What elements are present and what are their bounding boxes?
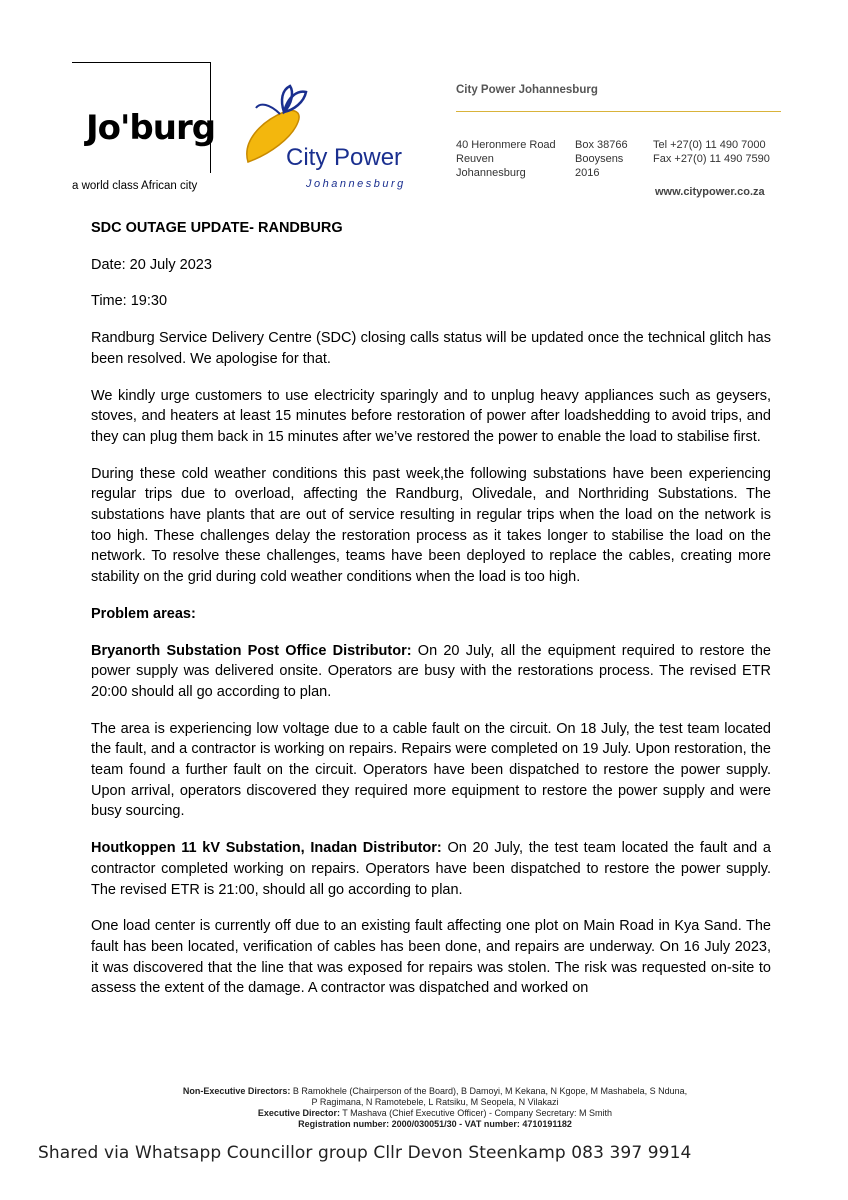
bryanorth-label: Bryanorth Substation Post Office Distributor: xyxy=(91,642,412,659)
problem-areas-label: Problem areas: xyxy=(91,605,196,622)
postal-line: Booysens xyxy=(575,153,624,165)
joburg-tagline: a world class African city xyxy=(72,180,198,192)
city-power-logo-subtext: Johannesburg xyxy=(306,178,406,190)
ned-label: Non-Executive Directors: xyxy=(182,1086,291,1096)
exec-names: T Mashava (Chief Executive Officer) - Company Secretary: M Smith xyxy=(339,1108,613,1118)
city-power-logo-text: City Power xyxy=(286,144,403,171)
problem-areas-heading xyxy=(91,604,771,625)
exec-label: Executive Director: xyxy=(257,1108,340,1118)
paragraph-usage-advice: We kindly urge customers to use electricity sparingly and to unplug heavy appliances such as geysers, stoves, and heaters at least 15 minutes before restoration of power after loadshedding to avoid trips, and they can plug them back in 15 minutes after we’ve restored the power to enable the load to stabilise first. xyxy=(91,387,771,445)
address-line: Johannesburg xyxy=(456,167,526,179)
footer-executive xyxy=(110,1108,760,1119)
paragraph-cold-weather: During these cold weather conditions this past week,the following substations have been experiencing regular trips due to overload, affecting the Randburg, Olivedale, and Northriding Substations. The substations have plants that are out of service resulting in regular trips when the load on the network is too high. These challenges delay the restoration process as it takes longer to stabilise the load on the network. To resolve these challenges, teams have been deployed to replace the cables, creating more stability on the grid during cold weather conditions when the load is too high. xyxy=(91,465,771,586)
document-title: SDC OUTAGE UPDATE- RANDBURG xyxy=(91,220,343,236)
street-address xyxy=(456,138,556,180)
footer-directors-line2: P Ragimana, N Ramotebele, L Ratsiku, M Seopela, N Vilakazi xyxy=(311,1097,559,1107)
houtkoppen-label: Houtkoppen 11 kV Substation, Inadan Distributor: xyxy=(91,840,442,857)
header-rule xyxy=(456,111,781,112)
paragraph-sdc-status: Randburg Service Delivery Centre (SDC) closing calls status will be updated once the technical glitch has been resolved. We apologise for that. xyxy=(91,330,771,367)
footer-directors-line1 xyxy=(110,1086,760,1097)
houtkoppen-text: On 20 July, the test team located the fault and a contractor completed working on repairs. Operators have been dispatched to restore the power supply. The revised ETR is 21:00, should all go according to plan. xyxy=(91,840,771,898)
whatsapp-share-note: Shared via Whatsapp Councillor group Cllr Devon Steenkamp 083 397 9914 xyxy=(38,1143,692,1163)
footer xyxy=(110,1086,760,1130)
address-line: Reuven xyxy=(456,153,494,165)
joburg-logo: Jo'burg xyxy=(86,108,216,148)
fax: Fax +27(0) 11 490 7590 xyxy=(653,153,770,165)
registration-text: Registration number: 2000/030051/30 - VAT number: 4710191182 xyxy=(298,1119,572,1129)
document-date: Date: 20 July 2023 xyxy=(91,256,212,273)
document-time: Time: 19:30 xyxy=(91,293,168,310)
paragraph-kya-sand: One load center is currently off due to an existing fault affecting one plot on Main Road in Kya Sand. The fault has been located, verification of cables has been done, and repairs are underway. On 16 July 2023, it was discovered that the line that was exposed for repairs was stolen. The risk was requested on-site to assess the extent of the damage. A contractor was dispatched and worked on xyxy=(91,918,771,997)
paragraph-low-voltage: The area is experiencing low voltage due to a cable fault on the circuit. On 18 July, the test team located the fault, and a contractor is working on repairs. Repairs were completed on 19 July. Upon restoration, the team found a further fault on the circuit. Operators have been dispatched to restore the power supply. Upon arrival, operators discovered they required more equipment to restore the power supply and were busy sourcing. xyxy=(91,720,771,820)
company-name: City Power Johannesburg xyxy=(456,84,598,96)
document-body xyxy=(91,218,771,1015)
paragraph-bryanorth xyxy=(91,641,771,703)
website-link[interactable]: www.citypower.co.za xyxy=(655,186,765,198)
ned-names: B Ramokhele (Chairperson of the Board), B Damoyi, M Kekana, N Kgope, M Mashabela, S Nduna, xyxy=(290,1086,688,1096)
paragraph-houtkoppen xyxy=(91,838,771,900)
footer-registration xyxy=(110,1119,760,1130)
address-line: 40 Heronmere Road xyxy=(456,139,556,151)
bryanorth-text: On 20 July, all the equipment required to restore the power supply was delivered onsite. Operators are busy with the restorations process. The revised ETR 20:00 should all go according to plan. xyxy=(91,642,771,700)
postal-address xyxy=(575,138,628,180)
postal-line: 2016 xyxy=(575,167,600,179)
contact-numbers xyxy=(653,138,770,166)
telephone: Tel +27(0) 11 490 7000 xyxy=(653,139,766,151)
postal-line: Box 38766 xyxy=(575,139,628,151)
